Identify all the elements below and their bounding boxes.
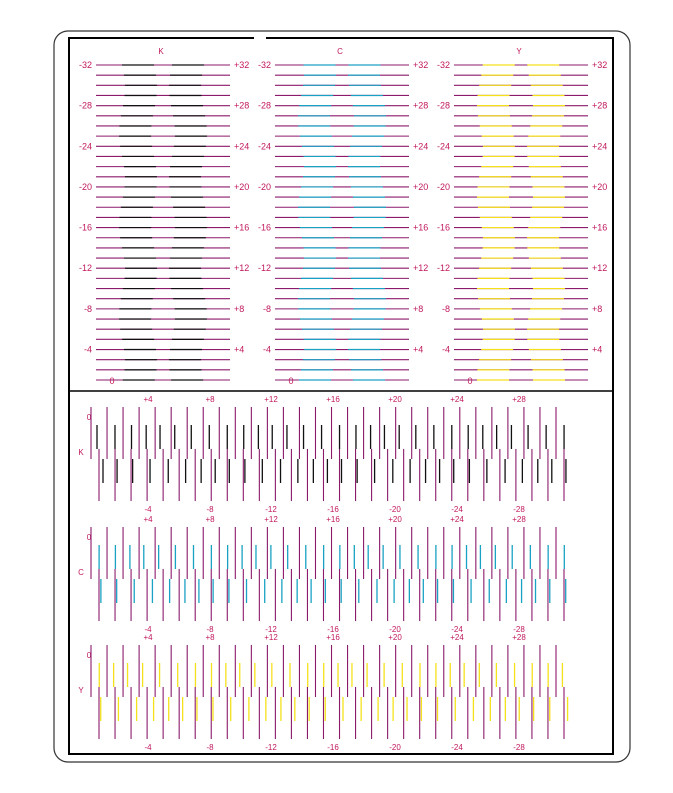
left-value-label: -12 (257, 263, 271, 274)
right-value-label: +32 (234, 60, 250, 70)
left-value-label: -28 (78, 100, 92, 111)
top-value-label: +4 (143, 515, 153, 524)
left-value-label: -8 (262, 303, 271, 314)
bottom-value-label: -4 (144, 505, 152, 514)
bottom-value-label: -12 (265, 625, 277, 634)
bottom-value-label: -16 (327, 743, 339, 752)
top-value-label: +8 (205, 633, 215, 642)
right-value-label: +24 (234, 141, 250, 152)
bottom-value-label: -8 (206, 743, 214, 752)
row-title-c: C (78, 568, 84, 577)
bottom-value-label: -28 (513, 625, 525, 634)
page-outline (54, 31, 630, 762)
top-value-label: +28 (512, 395, 526, 404)
right-value-label: +24 (592, 141, 608, 152)
right-value-label: +20 (234, 181, 250, 192)
right-value-label: +32 (592, 60, 608, 70)
top-value-label: +20 (388, 633, 402, 642)
top-value-label: +16 (326, 515, 340, 524)
right-value-label: +16 (413, 222, 429, 233)
left-value-label: -24 (257, 141, 271, 152)
top-value-label: +24 (450, 395, 464, 404)
top-value-label: +28 (512, 515, 526, 524)
top-value-label: +24 (450, 515, 464, 524)
bottom-value-label: -28 (513, 505, 525, 514)
bottom-value-label: -24 (451, 505, 463, 514)
bottom-value-label: -8 (206, 625, 214, 634)
right-value-label: +8 (413, 303, 424, 314)
zero-label: 0 (86, 533, 92, 542)
right-value-label: +8 (234, 303, 245, 314)
right-value-label: +4 (592, 344, 603, 355)
panel-title-c: C (337, 47, 343, 56)
zero-label: 0 (288, 376, 294, 386)
left-value-label: -20 (257, 181, 271, 192)
top-value-label: +16 (326, 395, 340, 404)
left-value-label: -32 (78, 60, 92, 70)
left-value-label: -16 (78, 222, 92, 233)
bottom-value-label: -24 (451, 625, 463, 634)
left-value-label: -12 (436, 263, 450, 274)
zero-label: 0 (86, 651, 92, 660)
left-value-label: -4 (441, 344, 450, 355)
left-value-label: -24 (78, 141, 92, 152)
top-value-label: +4 (143, 395, 153, 404)
right-value-label: +28 (413, 100, 429, 111)
top-value-label: +12 (264, 515, 278, 524)
top-value-label: +16 (326, 633, 340, 642)
top-value-label: +12 (264, 633, 278, 642)
top-value-label: +28 (512, 633, 526, 642)
left-value-label: -20 (78, 181, 92, 192)
left-value-label: -28 (257, 100, 271, 111)
right-value-label: +12 (592, 263, 608, 274)
right-value-label: +20 (592, 181, 608, 192)
top-value-label: +20 (388, 395, 402, 404)
top-value-label: +8 (205, 515, 215, 524)
right-value-label: +28 (234, 100, 250, 111)
zero-label: 0 (467, 376, 473, 386)
top-notch (254, 34, 266, 40)
zero-label: 0 (86, 413, 92, 422)
bottom-value-label: -16 (327, 625, 339, 634)
left-value-label: -16 (257, 222, 271, 233)
left-value-label: -24 (436, 141, 450, 152)
right-value-label: +24 (413, 141, 429, 152)
bottom-value-label: -20 (389, 743, 401, 752)
right-value-label: +28 (592, 100, 608, 111)
left-value-label: -8 (441, 303, 450, 314)
left-value-label: -12 (78, 263, 92, 274)
right-value-label: +32 (413, 60, 429, 70)
right-value-label: +4 (413, 344, 424, 355)
bottom-value-label: -4 (144, 743, 152, 752)
row-title-y: Y (78, 686, 84, 695)
right-value-label: +20 (413, 181, 429, 192)
right-value-label: +12 (413, 263, 429, 274)
bottom-value-label: -4 (144, 625, 152, 634)
bottom-value-label: -16 (327, 505, 339, 514)
bottom-value-label: -8 (206, 505, 214, 514)
zero-label: 0 (109, 376, 115, 386)
left-value-label: -32 (257, 60, 271, 70)
left-value-label: -4 (83, 344, 92, 355)
panel-title-k: K (158, 47, 164, 56)
top-value-label: +24 (450, 633, 464, 642)
bottom-value-label: -12 (265, 743, 277, 752)
panel-title-y: Y (516, 47, 522, 56)
left-value-label: -4 (262, 344, 271, 355)
right-value-label: +4 (234, 344, 245, 355)
right-value-label: +16 (234, 222, 250, 233)
bottom-value-label: -20 (389, 625, 401, 634)
left-value-label: -16 (436, 222, 450, 233)
top-value-label: +20 (388, 515, 402, 524)
bottom-value-label: -28 (513, 743, 525, 752)
bottom-value-label: -24 (451, 743, 463, 752)
right-value-label: +12 (234, 263, 250, 274)
right-value-label: +8 (592, 303, 603, 314)
left-value-label: -8 (83, 303, 92, 314)
left-value-label: -20 (436, 181, 450, 192)
top-value-label: +8 (205, 395, 215, 404)
row-title-k: K (78, 448, 84, 457)
top-value-label: +12 (264, 395, 278, 404)
left-value-label: -28 (436, 100, 450, 111)
bottom-value-label: -12 (265, 505, 277, 514)
top-value-label: +4 (143, 633, 153, 642)
bottom-value-label: -20 (389, 505, 401, 514)
right-value-label: +16 (592, 222, 608, 233)
left-value-label: -32 (436, 60, 450, 70)
